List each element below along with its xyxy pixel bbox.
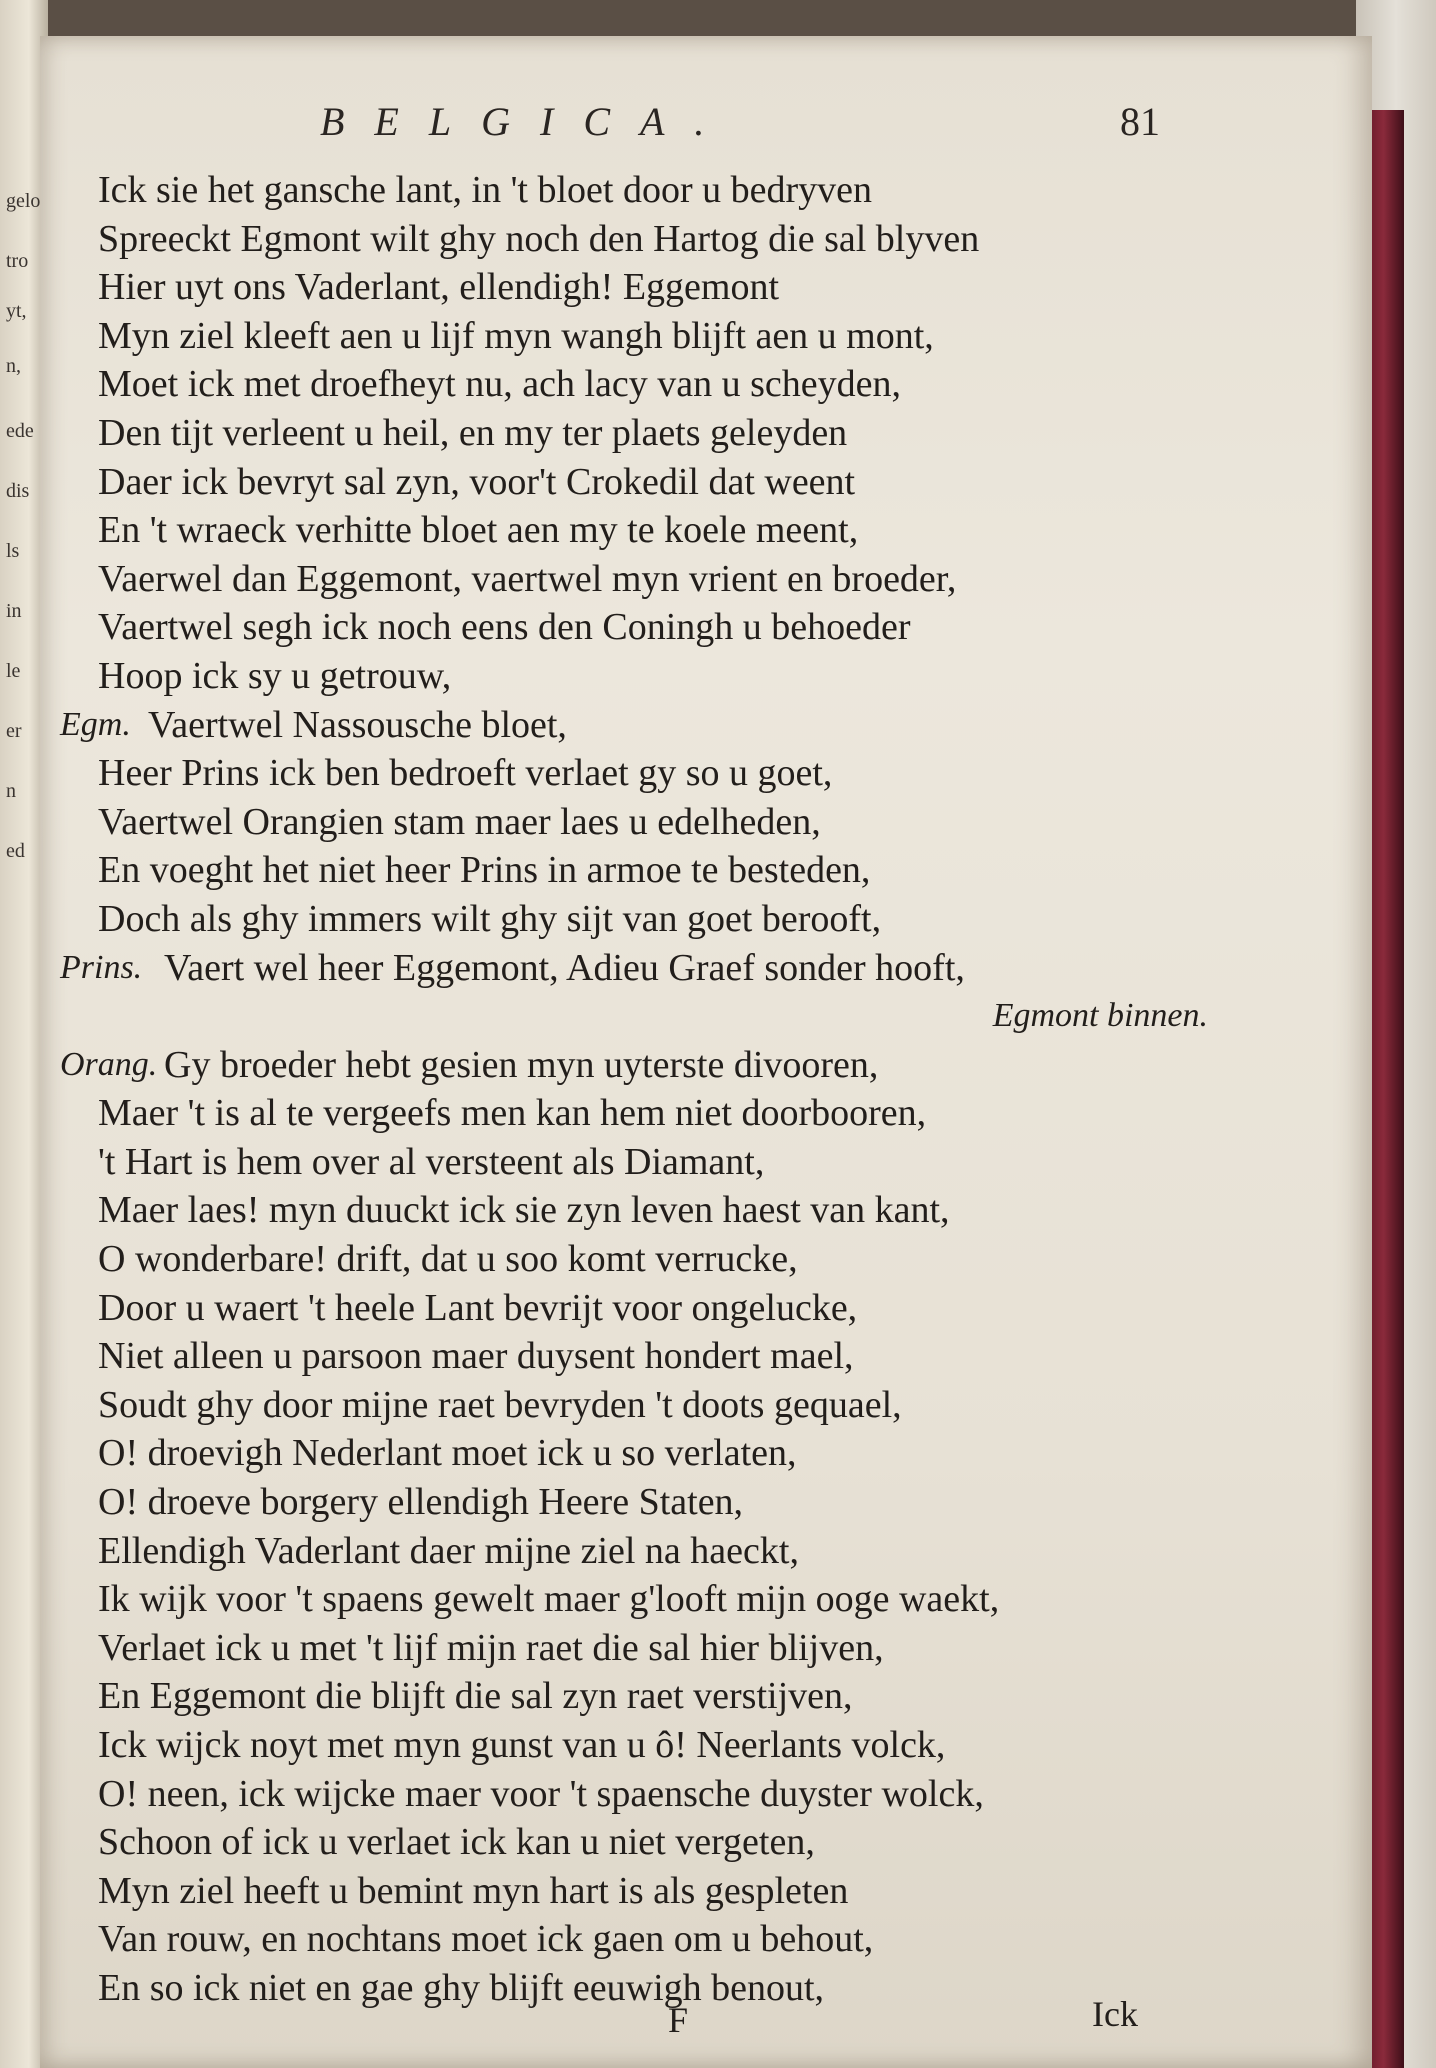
verse-line — [60, 215, 1290, 264]
verse-line — [60, 1284, 1290, 1333]
signature-mark: F — [668, 2000, 689, 2040]
facing-page-fragment: le — [6, 660, 21, 682]
verse-text: Vaertwel Orangien stam maer laes u edelheden, — [98, 800, 821, 843]
facing-page-fragment: tro — [6, 250, 29, 272]
book-cover-edge — [1370, 110, 1404, 2068]
verse-text: O wonderbare! drift, dat u soo komt verrucke, — [98, 1238, 798, 1281]
verse-text: Niet alleen u parsoon maer duysent hondert mael, — [98, 1335, 854, 1378]
verse-text: Maer 't is al te vergeefs men kan hem niet doorbooren, — [98, 1092, 927, 1135]
verse-line — [60, 1235, 1290, 1284]
verse-text: Moet ick met droefheyt nu, ach lacy van u scheyden, — [98, 363, 901, 406]
book-page — [40, 36, 1372, 2068]
verse-text: En 't wraeck verhitte bloet aen my te koele meent, — [98, 509, 859, 552]
verse-text: Ik wijk voor 't spaens gewelt maer g'looft mijn ooge waekt, — [98, 1578, 1000, 1621]
verse-text: En voeght het niet heer Prins in armoe te besteden, — [98, 849, 871, 892]
verse-line — [60, 1332, 1290, 1381]
verse-text: Vaerwel dan Eggemont, vaertwel myn vrient en broeder, — [98, 557, 957, 600]
verse-text: Verlaet ick u met 't lijf mijn raet die sal hier blijven, — [98, 1626, 884, 1669]
verse-line — [60, 1672, 1290, 1721]
facing-page-fragment: er — [6, 720, 22, 742]
facing-page-fragment: ls — [6, 540, 20, 562]
verse-text: Myn ziel heeft u bemint myn hart is als gespleten — [98, 1869, 849, 1912]
verse-line — [60, 555, 1290, 604]
verse-line — [60, 506, 1290, 555]
verse-text: Spreeckt Egmont wilt ghy noch den Hartog die sal blyven — [98, 217, 980, 260]
facing-page-fragment: yt, — [6, 300, 27, 322]
page-number: 81 — [1120, 99, 1160, 144]
verse-text: Ick sie het gansche lant, in 't bloet door u bedryven — [98, 169, 873, 211]
verse-line — [60, 1915, 1290, 1964]
verse-text: Van rouw, en nochtans moet ick gaen om u behout, — [98, 1918, 874, 1961]
verse-line — [60, 749, 1290, 798]
verse-text: Doch als ghy immers wilt ghy sijt van goet berooft, — [98, 897, 882, 940]
verse-line — [60, 1478, 1290, 1527]
verse-line — [60, 409, 1290, 458]
verse-text: Hoop ick sy u getrouw, — [98, 654, 452, 697]
facing-page-fragment: gelo — [6, 190, 41, 212]
facing-page-fragment: n — [6, 780, 16, 802]
speaker-label: Orang. — [60, 1045, 158, 1083]
running-head: BELGICA. — [320, 99, 735, 144]
verse-line — [60, 895, 1290, 944]
verse-line — [60, 1089, 1290, 1138]
verse-text: Vaert wel heer Eggemont, Adieu Graef sonder hooft, — [164, 946, 965, 989]
verse-line — [60, 846, 1290, 895]
page-footer — [40, 1994, 1372, 2049]
verse-text: Den tijt verleent u heil, en my ter plaets geleyden — [98, 411, 848, 454]
verse-line — [60, 458, 1290, 507]
verse-line — [60, 166, 1290, 215]
speaker-label: Prins. — [60, 948, 143, 986]
verse-text: Vaertwel Nassousche bloet, — [148, 703, 567, 746]
verse-text: Maer laes! myn duuckt ick sie zyn leven haest van kant, — [98, 1189, 950, 1232]
verse-line — [60, 603, 1290, 652]
verse-line — [60, 1575, 1290, 1624]
verse-line — [60, 360, 1290, 409]
verse-line — [60, 263, 1290, 312]
verse-line — [60, 1770, 1290, 1819]
verse-line — [60, 1041, 1290, 1090]
verse-line — [60, 992, 1290, 1041]
verse-line — [60, 312, 1290, 361]
verse-text: Door u waert 't heele Lant bevrijt voor ongelucke, — [98, 1286, 858, 1329]
verse-text: Schoon of ick u verlaet ick kan u niet vergeten, — [98, 1821, 815, 1864]
verse-text: Myn ziel kleeft aen u lijf myn wangh blijft aen u mont, — [98, 314, 934, 357]
verse-text: O! droeve borgery ellendigh Heere Staten, — [98, 1481, 744, 1524]
speaker-label: Egm. — [60, 705, 131, 743]
verse-text: Hier uyt ons Vaderlant, ellendigh! Eggemont — [98, 266, 780, 309]
catchword: Ick — [1092, 1994, 1138, 2034]
verse-text: Daer ick bevryt sal zyn, voor't Crokedil dat weent — [98, 460, 856, 503]
verse-text: Soudt ghy door mijne raet bevryden 't doots gequael, — [98, 1383, 902, 1426]
verse-line — [60, 701, 1290, 750]
verse-text: Vaertwel segh ick noch eens den Coningh u behoeder — [98, 606, 911, 649]
verse-line — [60, 1138, 1290, 1187]
verse-line — [60, 1381, 1290, 1430]
verse-line — [60, 1186, 1290, 1235]
verse-text: O! droevigh Nederlant moet ick u so verlaten, — [98, 1432, 797, 1475]
verse-text: Ellendigh Vaderlant daer mijne ziel na haeckt, — [98, 1529, 799, 1572]
verse-line — [60, 1527, 1290, 1576]
facing-page-fragment: ed — [6, 840, 25, 862]
verse-text: Ick wijck noyt met myn gunst van u ô! Neerlants volck, — [98, 1724, 946, 1766]
stage-direction: Egmont binnen. — [992, 997, 1208, 1035]
facing-page-fragment: dis — [6, 480, 30, 502]
verse-line — [60, 652, 1290, 701]
verse-line — [60, 1721, 1290, 1770]
verse-text: O! neen, ick wijcke maer voor 't spaensche duyster wolck, — [98, 1772, 984, 1815]
verse-text: Heer Prins ick ben bedroeft verlaet gy so u goet, — [98, 752, 833, 795]
facing-page-fragment: n, — [6, 355, 21, 377]
verse-line — [60, 1818, 1290, 1867]
verse-line — [60, 1624, 1290, 1673]
facing-page-fragment: in — [6, 600, 22, 622]
verse-line — [60, 1867, 1290, 1916]
verse-text: En so ick niet en gae ghy blijft eeuwigh benout, — [98, 1966, 825, 2009]
page-header — [320, 98, 1220, 158]
facing-page-fragment: ede — [6, 420, 34, 442]
verse-text: 't Hart is hem over al versteent als Diamant, — [98, 1140, 765, 1183]
verse-line — [60, 1429, 1290, 1478]
verse-text-block — [60, 166, 1290, 2013]
verse-line — [60, 944, 1290, 993]
verse-line — [60, 798, 1290, 847]
verse-text: En Eggemont die blijft die sal zyn raet verstijven, — [98, 1675, 853, 1718]
verse-text: Gy broeder hebt gesien myn uyterste divooren, — [164, 1043, 879, 1086]
